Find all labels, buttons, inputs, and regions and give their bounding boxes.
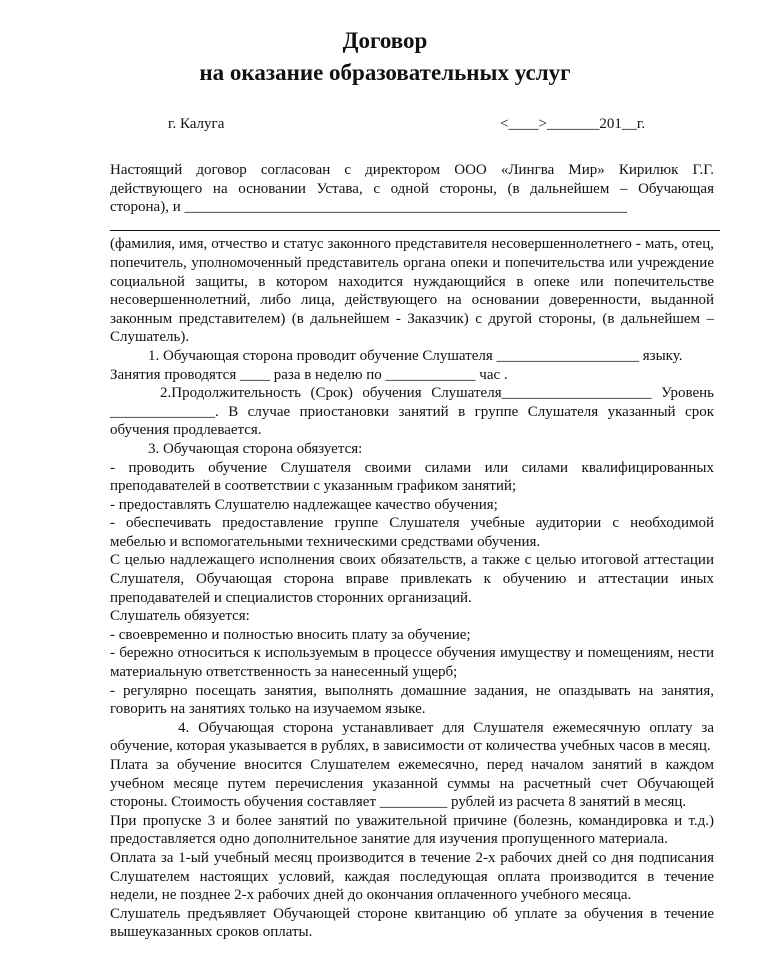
student-dash-1: - своевременно и полностью вносить плату за обучение;: [110, 626, 471, 643]
item-2: 2.Продолжительность (Срок) обучения Слушателя____________________ Уровень ______________. В случае приостановки занятий в группе Слушателя указанный срок обучения продлевается.: [110, 385, 714, 439]
item-1-line-1: 1. Обучающая сторона проводит обучение Слушателя ___________________ языку.: [148, 347, 683, 364]
intro-line-3: сторона), и ___________________________________________________________: [110, 199, 627, 216]
student-obligations-heading: Слушатель обязуется:: [110, 608, 250, 625]
intro-line-2: действующего на основании Устава, с одной стороны, (в дальнейшем – Обучающая: [110, 180, 714, 197]
obligation-dash-2: - предоставлять Слушателю надлежащее качество обучения;: [110, 496, 498, 513]
payment-paragraph-1: Плата за обучение вносится Слушателем ежемесячно, перед началом занятий в каждом учебном месяце путем перечисления указанной суммы на расчетный счет Обучающей стороны. Стоимость обучения составляет _________ рублей из расчета 8 занятий в месяц.: [110, 757, 714, 811]
guardian-note: (фамилия, имя, отчество и статус законного представителя несовершеннолетнего - мать, отец, попечитель, уполномоченный представитель органа опеки и попечительства или учреждение социальной защиты, в котором находится нуждающийся в опеке или попечительстве несовершеннолетний, либо лица, действующего на основании доверенности, выданной законным представителем) (в дальнейшем - Заказчик) с другой стороны, (в дальнейшем – Слушатель).: [110, 236, 714, 346]
item-4: 4. Обучающая сторона устанавливает для Слушателя ежемесячную оплату за обучение, которая указывается в рублях, в зависимости от количества учебных часов в месяц.: [110, 719, 714, 755]
item-3: 3. Обучающая сторона обязуется:: [148, 440, 363, 457]
student-dash-2: - бережно относиться к используемым в процессе обучения имуществу и помещениям, нести материальную ответственность за нанесенный ущерб;: [110, 645, 714, 681]
doc-subtitle: на оказание образовательных услуг: [199, 60, 571, 85]
fill-in-line: [110, 217, 714, 236]
payment-paragraph-4: Слушатель предъявляет Обучающей стороне квитанцию об уплате за обучения в течение вышеуказанных сроков оплаты.: [110, 905, 714, 941]
contract-body: [110, 161, 714, 942]
intro-line-1: Настоящий договор согласован с директором ООО «Лингва Мир» Кирилюк Г.Г.: [110, 162, 714, 178]
item-1-line-2: Занятия проводятся ____ раза в неделю по ____________ час .: [110, 366, 508, 383]
contract-city: г. Калуга: [168, 116, 225, 132]
payment-paragraph-3: Оплата за 1-ый учебный месяц производится в течение 2-х рабочих дней со дня подписания Слушателем настоящих условий, каждая последующая оплата производится в течение недели, не позднее 2-х рабочих дней до окончания оплаченного учебного месяца.: [110, 849, 714, 904]
goal-paragraph: С целью надлежащего исполнения своих обязательств, а также с целью итоговой аттестации Слушателя, Обучающая сторона вправе привлекать к обучению и аттестации иных преподавателей и специалистов сторонних организаций.: [110, 552, 714, 606]
obligation-dash-3: - обеспечивать предоставление группе Слушателя учебные аудитории с необходимой мебелью и вспомогательными техническими средствами обучения.: [110, 515, 714, 550]
student-dash-3: - регулярно посещать занятия, выполнять домашние задания, не опаздывать на занятия, говорить на занятиях только на изучаемом языке.: [110, 682, 714, 718]
contract-date: <____>_______201__г.: [500, 116, 646, 132]
payment-paragraph-2: При пропуске 3 и более занятий по уважительной причине (болезнь, командировка и т.д.) предоставляется одно дополнительное занятие для изучения пропущенного материала.: [110, 812, 714, 848]
doc-title: Договор: [342, 28, 428, 53]
obligation-dash-1: - проводить обучение Слушателя своими силами или силами квалифицированных преподавателей в соответствии с указанным графиком занятий;: [110, 459, 714, 495]
